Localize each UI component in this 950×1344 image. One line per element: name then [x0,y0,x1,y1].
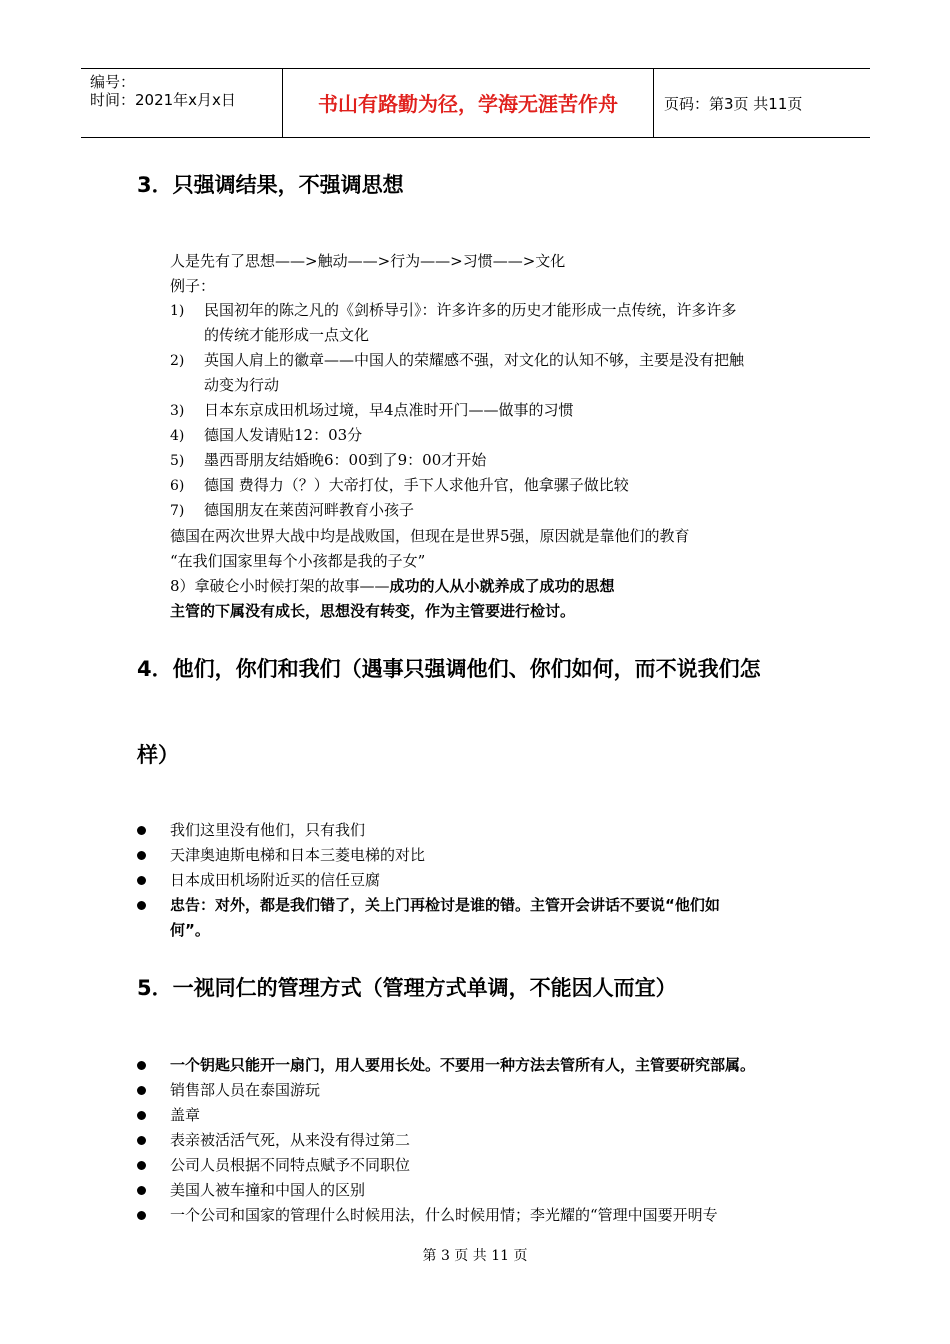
advice-line-cont: 何”。 [170,921,210,939]
list-item-text: 英国人肩上的徽章——中国人的荣耀感不强，对文化的认知不够，主要是没有把触 [204,351,745,369]
header-page-cell [654,69,870,137]
time-label: 时间：2021年x月x日 [90,91,236,109]
examples-label: 例子： [170,277,216,295]
item8-bold-text: 成功的人从小就养成了成功的思想 [389,577,615,595]
section4-heading-cont: 样） [137,743,179,767]
quote-line: “在我们国家里每个小孩都是我的子女” [170,552,426,570]
list-item-text: 德国人发请贴12：03分 [204,426,363,444]
section3-intro: 人是先有了思想——>触动——>行为——>习惯——>文化 [170,252,566,270]
list-item-text: 天津奥迪斯电梯和日本三菱电梯的对比 [170,846,426,864]
advice-text [170,893,820,943]
bullet-icon [137,1061,146,1070]
list-item-text: 一个钥匙只能开一扇门，用人要用长处。不要用一种方法去管所有人，主管要研究部属。 [170,1056,756,1074]
list-item [204,298,824,348]
section4-heading: 4．他们，你们和我们（遇事只强调他们、你们如何，而不说我们怎 [137,657,761,681]
bullet-icon [137,851,146,860]
list-item-text: 销售部人员在泰国游玩 [170,1081,321,1099]
advice-line: 忠告：对外，都是我们错了，关上门再检讨是谁的错。主管开会讲话不要说“他们如 [170,896,720,914]
list-item [204,348,824,398]
list-item-text: 表亲被活活气死，从来没有得过第二 [170,1131,411,1149]
header-motto: 书山有路勤为径，学海无涯苦作舟 [318,92,618,116]
list-item-text-cont: 的传统才能形成一点文化 [204,326,370,344]
list-item-text: 德国朋友在莱茵河畔教育小孩子 [204,501,415,519]
section5-heading: 5．一视同仁的管理方式（管理方式单调，不能因人而宜） [137,976,677,1000]
list-item-text: 盖章 [170,1106,201,1124]
list-item-number: 6) [170,478,185,494]
germany-paragraph: 德国在两次世界大战中均是战败国，但现在是世界5强，原因就是靠他们的教育 [170,527,690,545]
list-item-number: 7) [170,503,185,519]
number-label: 编号： [90,73,136,91]
list-item-text: 公司人员根据不同特点赋予不同职位 [170,1156,411,1174]
bullet-icon [137,1111,146,1120]
list-item-number: 2) [170,353,185,369]
header-meta-cell [81,69,283,137]
list-item-text: 民国初年的陈之凡的《剑桥导引》：许多许多的历史才能形成一点传统，许多许多 [204,301,737,319]
section3-heading: 3．只强调结果，不强调思想 [137,173,404,197]
bullet-icon [137,826,146,835]
bullet-icon [137,1161,146,1170]
document-header [81,68,870,138]
bullet-icon [137,1186,146,1195]
list-item-number: 3) [170,403,185,419]
list-item-text: 美国人被车撞和中国人的区别 [170,1181,366,1199]
bullet-icon [137,1136,146,1145]
list-item-number: 5) [170,453,185,469]
item8-line [170,576,615,596]
page-footer: 第 3 页 共 11 页 [422,1248,528,1264]
header-motto-cell [283,69,654,137]
list-item-number: 1) [170,303,185,319]
list-item-text: 墨西哥朋友结婚晚6：00到了9：00才开始 [204,451,487,469]
header-page-info: 页码：第3页 共11页 [664,95,803,113]
list-item-text: 日本成田机场附近买的信任豆腐 [170,871,381,889]
list-item-text: 日本东京成田机场过境，早4点准时开门——做事的习惯 [204,401,574,419]
bullet-icon [137,1211,146,1220]
list-item-text-cont: 动变为行动 [204,376,280,394]
list-item-text: 一个公司和国家的管理什么时候用法，什么时候用情；李光耀的“管理中国要开明专 [170,1206,718,1224]
bullet-icon [137,901,146,910]
bullet-icon [137,876,146,885]
list-item-text: 德国 费得力（？）大帝打仗，手下人求他升官，他拿骡子做比较 [204,476,629,494]
list-item-number: 4) [170,428,185,444]
section3-conclusion: 主管的下属没有成长，思想没有转变，作为主管要进行检讨。 [170,602,576,620]
item8-prefix: 8）拿破仑小时候打架的故事—— [170,577,390,595]
list-item-text: 我们这里没有他们，只有我们 [170,821,366,839]
bullet-icon [137,1086,146,1095]
